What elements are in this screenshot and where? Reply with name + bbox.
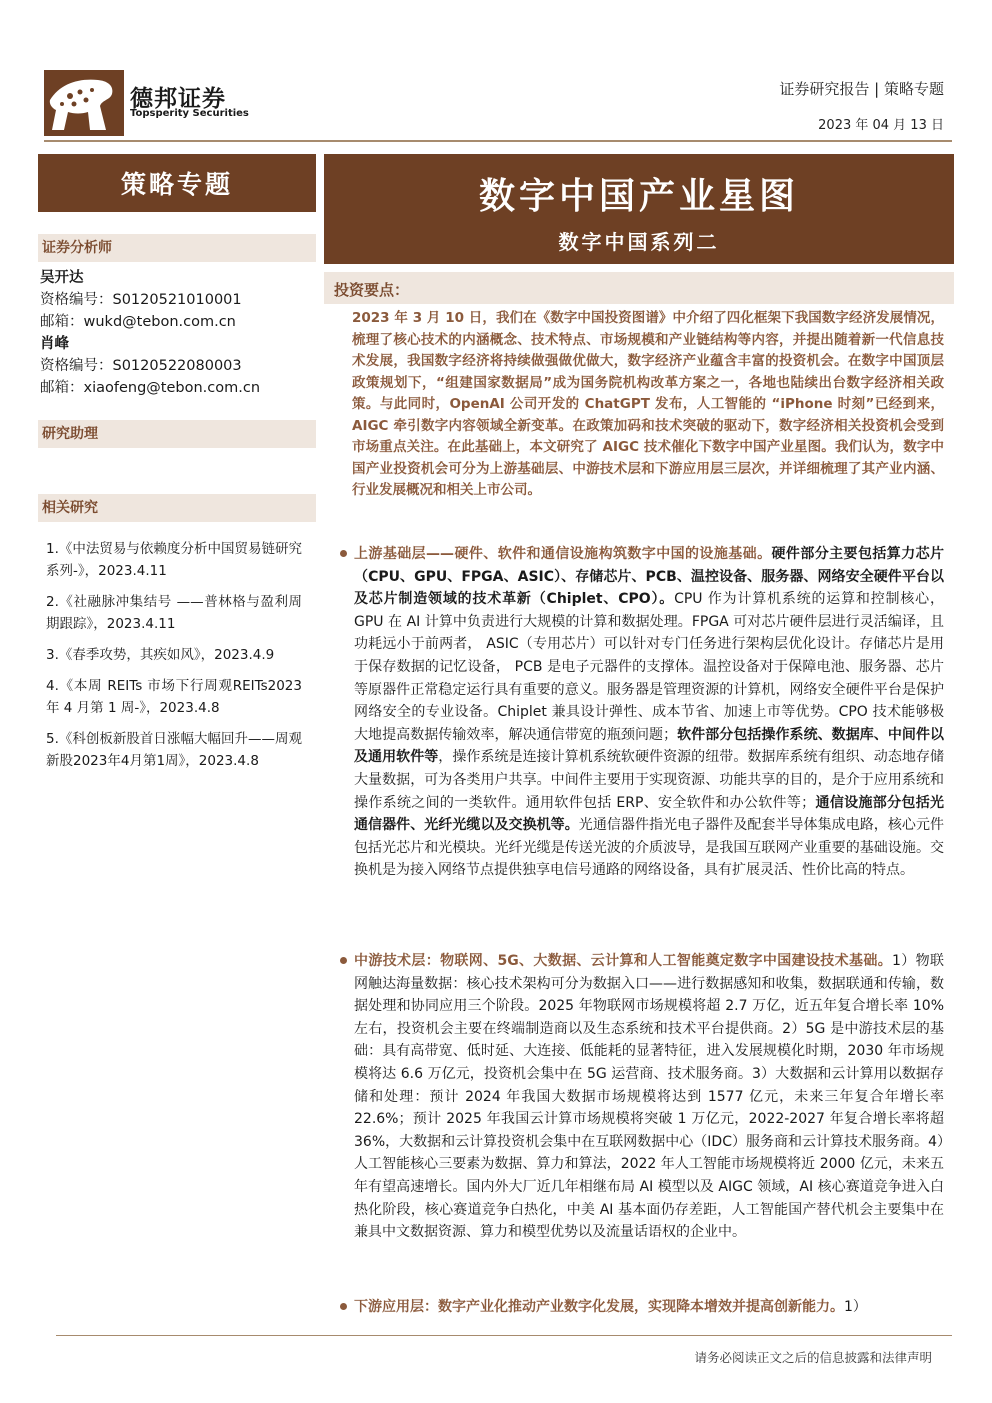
bullet-lead: 中游技术层：物联网、5G、大数据、云计算和人工智能奠定数字中国建设技术基础。 [354, 953, 893, 969]
bullet-bold-text: 硬件部分主要包括算力芯片（CPU、GPU、FPGA、ASIC）、存储芯片、PCB、温控设备、服务器、网络安全硬件平台以及芯片制造领域的技术革新（Chiplet、CPO）。 [354, 546, 945, 608]
bullet-bold-text: 软件部分包括操作系统、数据库、中间件以及通用软件等 [354, 726, 945, 766]
brand-name-cn: 德邦证券 [130, 86, 226, 112]
report-subtitle: 数字中国系列二 [558, 230, 720, 254]
brand-name-en: Topsperity Securities [130, 108, 249, 119]
bullet-lead: 上游基础层——硬件、软件和通信设施构筑数字中国的设施基础。 [354, 546, 772, 562]
report-title: 数字中国产业星图 [478, 175, 799, 217]
document-type: 证券研究报告 | 策略专题 [779, 80, 944, 98]
investment-highlights-label: 投资要点： [334, 281, 410, 299]
analyst-section-heading: 证券分析师 [38, 234, 316, 262]
related-research-list [46, 538, 302, 781]
header-divider [44, 140, 952, 142]
bullet-body-text: CPU 作为计算机系统的运算和控制核心，GPU 在 AI 计算中负责进行大规模的计算和数据处理。FPGA 可对芯片硬件层进行灵活编译，且功耗远小于前两者， ASIC（专用芯片）可以针对专门任务进行架构层优化设计。存储芯片是用于保存数据的记忆设备， PCB 是电子元器件的支撑体。温控设备对于保障电池、服务器、芯片等原器件正常稳定运行具有重要的意义。服务器是管理资源的计算机，网络安全硬件平台是保护网络安全的专业设备。Chiplet 兼具设计弹性、成本节省、加速上市等优势。CPO 技术能够极大地提高数据传输效率，解决通信带宽的瓶颈问题； [354, 591, 944, 743]
leopard-logo-icon [44, 70, 124, 136]
assistant-section-heading: 研究助理 [38, 420, 316, 448]
analyst-name: 吴开达 [40, 270, 84, 286]
bullet-body-text: 1）物联网触达海量数据：核心技术架构可分为数据入口——进行数据感知和收集，数据联通和传输，数据处理和协同应用三个阶段。2025 年物联网市场规模将超 2.7 万亿，近五年复合增长率 10%左右，投资机会主要在终端制造商以及生态系统和技术平台提供商。2）5G 是中游技术层的基础：具有高带宽、低时延、大连接、低能耗的显著特征，进入发展规模化时期，2030 年市场规模将达 6.6 万亿元，投资机会集中在 5G 运营商、技术服务商。3）大数据和云计算用以数据存储和处理：预计 2024 年我国大数据市场规模将达到 1577 亿元，未来三年复合年增长率 22.6%；预计 2025 年我国云计算市场规模将突破 1 万亿元，2022-2027 年复合增长率将超 36%，大数据和云计算投资机会集中在互联网数据中心（IDC）服务商和云计算技术服务商。4）人工智能核心三要素为数据、算力和算法，2022 年人工智能市场规模将近 2000 亿元，未来五年有望高速增长。国内外大厂近几年相继布局 AI 模型以及 AIGC 领域，AI 核心赛道竞争进入白热化阶段，核心赛道竞争白热化，中美 AI 基本面仍存差距，人工智能国产替代机会主要集中在兼具中文数据资源、算力和模型优势以及流量话语权的企业中。 [354, 953, 944, 1241]
category-banner [38, 154, 316, 212]
analyst-cert: 资格编号：S0120521010001 [40, 292, 242, 308]
bullet-dot-icon [340, 550, 347, 557]
bullet-midstream [340, 950, 944, 1244]
related-item[interactable]: 4.《本周 REITs 市场下行周观REITs2023 年 4 月第 1 周-》，2023.4.8 [46, 678, 302, 716]
bullet-dot-icon [340, 957, 347, 964]
related-item[interactable]: 2.《社融脉冲集结号 ——普林格与盈利周期跟踪》，2023.4.11 [46, 594, 302, 632]
analyst-email[interactable]: 邮箱：xiaofeng@tebon.com.cn [40, 380, 261, 396]
footer-divider [56, 1335, 952, 1336]
bullet-lead: 下游应用层：数字产业化推动产业数字化发展，实现降本增效并提高创新能力。 [354, 1299, 844, 1315]
bullet-body-text: 光通信器件指光电子器件及配套半导体集成电路，核心元件包括光芯片和光模块。光纤光缆是传送光波的介质波导，是我国互联网产业重要的基础设施。交换机是为接入网络节点提供独享电信号通路的网络设备，具有扩展灵活、性价比高的特点。 [354, 817, 944, 879]
bullet-bold-text: 通信设施部分包括光通信器件、光纤光缆以及交换机等。 [354, 794, 945, 834]
analyst-email[interactable]: 邮箱：wukd@tebon.com.cn [40, 314, 236, 330]
bullet-body-text: 1） [844, 1299, 867, 1315]
related-item[interactable]: 5.《科创板新股首日涨幅大幅回升——周观新股2023年4月第1周》，2023.4.8 [46, 731, 302, 769]
related-item[interactable]: 3.《春季攻势，其疾如风》，2023.4.9 [46, 647, 275, 663]
category-banner-label: 策略专题 [120, 170, 233, 199]
bullet-upstream [340, 543, 944, 882]
related-item[interactable]: 1.《中法贸易与依赖度分析中国贸易链研究系列-》，2023.4.11 [46, 541, 302, 579]
bullet-body-text: ，操作系统是连接计算机系统软硬件资源的纽带。数据库系统有组织、动态地存储大量数据，可为各类用户共享。中间件主要用于实现资源、功能共享的目的，是介于应用系统和操作系统之间的一类软件。通用软件包括 ERP、安全软件和办公软件等； [354, 749, 945, 811]
investment-highlights-bar [324, 272, 954, 304]
summary-paragraph: 2023 年 3 月 10 日，我们在《数字中国投资图谱》中介绍了四化框架下我国数字经济发展情况，梳理了核心技术的内涵概念、技术特点、市场规模和产业链结构等内容，并提出随着新一代信息技术发展，我国数字经济将持续做强做优做大，数字经济产业蕴含丰富的投资机会。在数字中国顶层政策规划下，“组建国家数据局”成为国务院机构改革方案之一，各地也陆续出台数字经济相关政策。与此同时，OpenAI 公司开发的 ChatGPT 发布，人工智能的 “iPhone 时刻”已经到来，AIGC 牵引数字内容领域全新变革。在政策加码和技术突破的驱动下，数字经济相关投资机会受到市场重点关注。在此基础上，本文研究了 AIGC 技术催化下数字中国产业星图。我们认为，数字中国产业投资机会可分为上游基础层、中游技术层和下游应用层三层次，并详细梳理了其产业内涵、行业发展概况和相关上市公司。 [352, 310, 944, 498]
bullet-downstream [340, 1296, 944, 1319]
document-date: 2023 年 04 月 13 日 [818, 118, 944, 133]
analyst-cert: 资格编号：S0120522080003 [40, 358, 242, 374]
analyst-name: 肖峰 [40, 336, 69, 352]
disclaimer-note: 请务必阅读正文之后的信息披露和法律声明 [694, 1350, 932, 1365]
related-section-heading: 相关研究 [38, 494, 316, 522]
bullet-dot-icon [340, 1303, 347, 1310]
